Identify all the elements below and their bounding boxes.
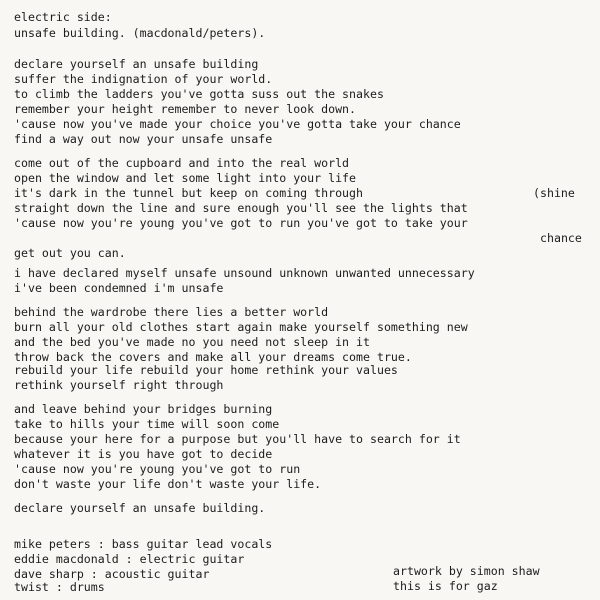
lyric-line: and the bed you've made no you need not sleep in it <box>14 335 370 349</box>
credit-line: dave sharp : acoustic guitar <box>14 567 210 581</box>
lyric-line: i have declared myself unsafe unsound unknown unwanted unnecessary <box>14 266 475 280</box>
lyric-line: 'cause now you're young you've got to run you've got to take your <box>14 216 468 230</box>
lyric-line: 'cause now you're young you've got to run <box>14 462 301 476</box>
lyric-overflow: (shine <box>533 186 575 200</box>
lyric-line: it's dark in the tunnel but keep on coming through <box>14 186 364 200</box>
lyric-line: throw back the covers and make all your dreams come true. <box>14 350 412 364</box>
lyric-line: and leave behind your bridges burning <box>14 402 273 416</box>
lyric-line: take to hills your time will soon come <box>14 417 280 431</box>
side-label: electric side: <box>14 10 112 24</box>
lyric-line: open the window and let some light into your life <box>14 171 357 185</box>
credit-line: twist : drums <box>14 580 105 594</box>
lyric-line: find a way out now your unsafe unsafe <box>14 132 273 146</box>
song-title: unsafe building. (macdonald/peters). <box>14 26 266 40</box>
credit-line: mike peters : bass guitar lead vocals <box>14 537 273 551</box>
lyric-line: rebuild your life rebuild your home rethink your values <box>14 363 398 377</box>
lyric-line: burn all your old clothes start again make yourself something new <box>14 320 468 334</box>
credit-line: eddie macdonald : electric guitar <box>14 552 245 566</box>
lyric-line: suffer the indignation of your world. <box>14 72 273 86</box>
artwork-line: artwork by simon shaw <box>393 564 540 578</box>
lyric-line: come out of the cupboard and into the real world <box>14 156 350 170</box>
lyric-line: rethink yourself right through <box>14 378 224 392</box>
lyric-line: straight down the line and sure enough you'll see the lights that <box>14 201 468 215</box>
lyric-line: because your here for a purpose but you'll have to search for it <box>14 432 461 446</box>
lyric-line: behind the wardrobe there lies a better world <box>14 305 329 319</box>
lyric-line: remember your height remember to never look down. <box>14 102 357 116</box>
lyric-line: don't waste your life don't waste your life. <box>14 477 322 491</box>
lyric-line: declare yourself an unsafe building <box>14 57 259 71</box>
lyric-line: i've been condemned i'm unsafe <box>14 281 224 295</box>
closing-line: declare yourself an unsafe building. <box>14 501 266 515</box>
lyric-line: 'cause now you've made your choice you've gotta take your chance <box>14 117 461 131</box>
lyric-line: get out you can. <box>14 246 126 260</box>
lyric-line: whatever it is you have got to decide <box>14 447 273 461</box>
dedication-line: this is for gaz <box>393 579 498 593</box>
lyric-overflow: chance <box>540 231 582 245</box>
lyric-line: to climb the ladders you've gotta suss out the snakes <box>14 87 384 101</box>
